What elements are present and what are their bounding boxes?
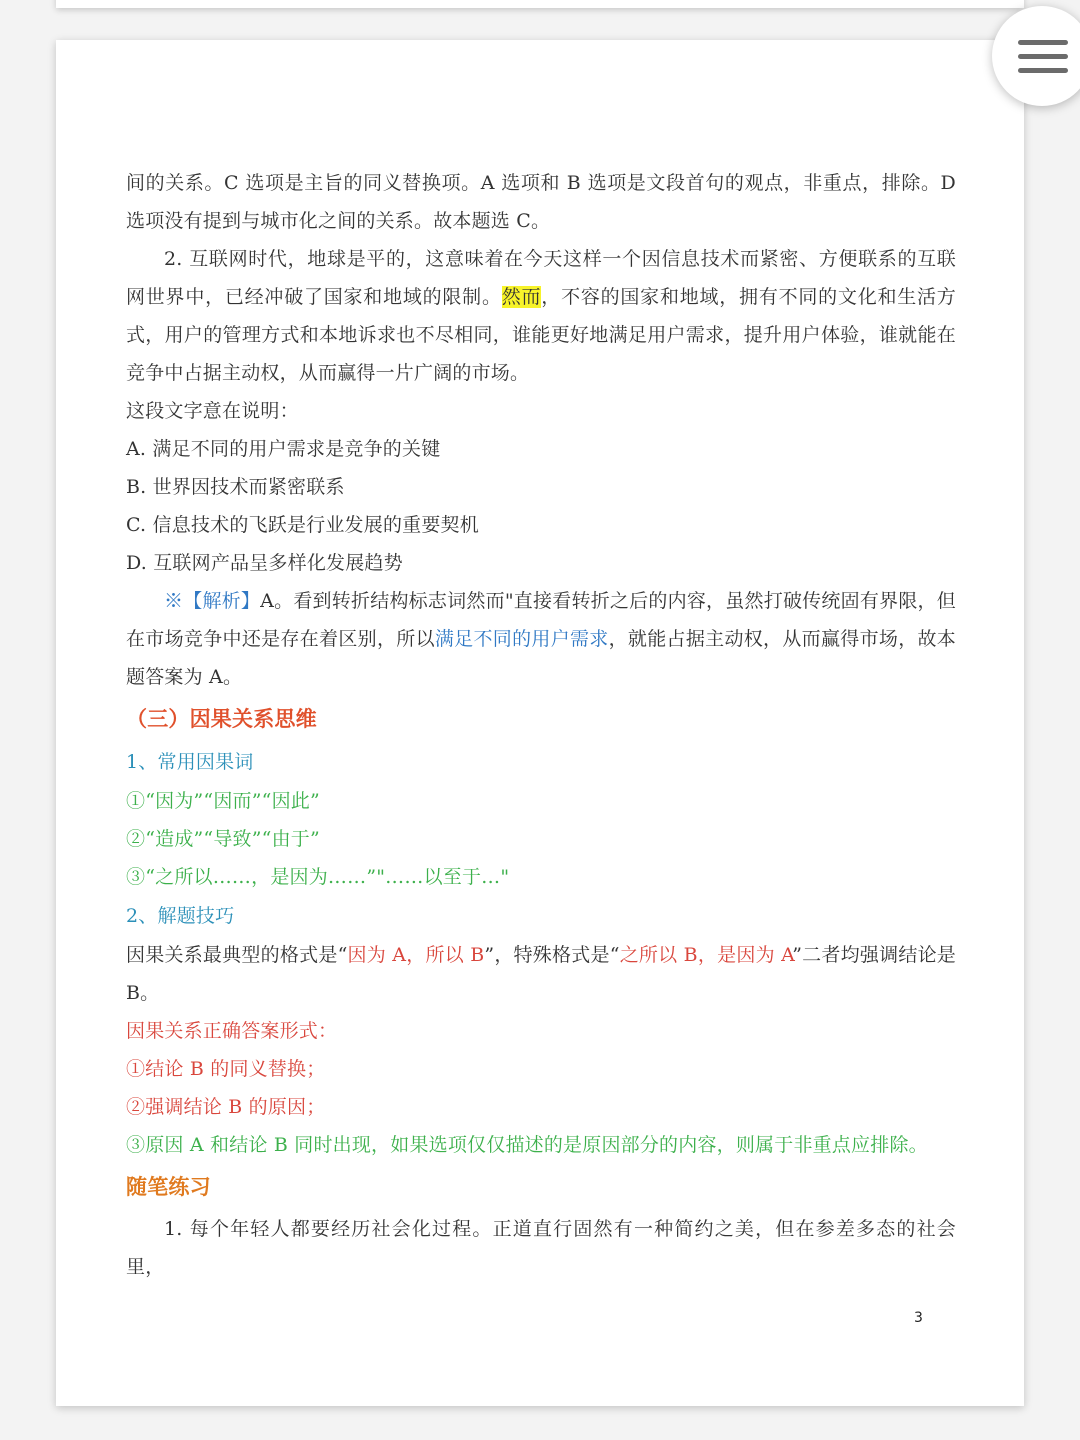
analysis-label: ※【解析】: [164, 590, 261, 612]
analysis-text-b: ，就能占据主动权，从而赢得市场，故本题答案为 A。: [126, 628, 956, 688]
page-number: 3: [914, 1310, 923, 1326]
technique-text-c: ”二者均强调结论是 B。: [126, 944, 957, 1004]
technique-text: [126, 936, 956, 1012]
section-heading: （三）因果关系思维: [126, 707, 317, 731]
technique-text-a: 因果关系最典型的格式是“: [126, 944, 348, 966]
analysis-emphasis: 满足不同的用户需求: [434, 628, 609, 650]
cause-words-3: ③“之所以……，是因为……”"……以至于…": [126, 866, 510, 888]
practice-heading: 随笔练习: [126, 1175, 211, 1199]
cause-words-2: ②“造成”“导致”“由于”: [126, 828, 320, 850]
subheading-common-words: 1、常用因果词: [126, 751, 254, 773]
option-a: A. 满足不同的用户需求是竞争的关键: [126, 438, 441, 460]
analysis-text-a: A。看到转折结构标志词然而"直接看转折之后的内容，虽然打破传统固有界限，但在市场竞争中还是存在着区别，所以: [126, 590, 956, 650]
previous-page-edge: [56, 0, 1024, 8]
document-page: [56, 40, 1024, 1406]
page-content: [126, 164, 956, 1286]
highlighted-word: 然而: [501, 286, 542, 308]
subheading-techniques: 2、解题技巧: [126, 905, 235, 927]
question-2-text-b: ，不容的国家和地域，拥有不同的文化和生活方式，用户的管理方式和本地诉求也不尽相同，谁能更好地满足用户需求，提升用户体验，谁就能在竞争中占据主动权，从而赢得一片广阔的市场。: [126, 286, 956, 384]
option-c: C. 信息技术的飞跃是行业发展的重要契机: [126, 514, 479, 536]
answer-form-1: ①结论 B 的同义替换；: [126, 1058, 326, 1080]
answer-form-2: ②强调结论 B 的原因；: [126, 1096, 326, 1118]
question-prompt: 这段文字意在说明：: [126, 400, 299, 422]
option-b: B. 世界因技术而紧密联系: [126, 476, 345, 498]
option-d: D. 互联网产品呈多样化发展趋势: [126, 552, 403, 574]
paragraph-continuation: 间的关系。C 选项是主旨的同义替换项。A 选项和 B 选项是文段首句的观点，非重点，排除。D 选项没有提到与城市化之间的关系。故本题选 C。: [126, 172, 956, 232]
technique-format-1: 因为 A，所以 B: [347, 944, 485, 966]
question-2-stem: [126, 240, 956, 392]
practice-question-1: 1. 每个年轻人都要经历社会化过程。正道直行固然有一种简约之美，但在参差多态的社会里，: [126, 1218, 956, 1278]
answer-form-3: ③原因 A 和结论 B 同时出现，如果选项仅仅描述的是原因部分的内容，则属于非重点应排除。: [126, 1134, 928, 1156]
cause-words-1: ①“因为”“因而”“因此”: [126, 790, 320, 812]
analysis: [126, 582, 956, 696]
question-2-text-a: 2. 互联网时代，地球是平的，这意味着在今天这样一个因信息技术而紧密、方便联系的互联网世界中，已经冲破了国家和地域的限制。: [126, 248, 956, 308]
technique-text-b: ”，特殊格式是“: [484, 944, 620, 966]
answer-forms-title: 因果关系正确答案形式：: [126, 1020, 338, 1042]
technique-format-2: 之所以 B，是因为 A: [619, 944, 793, 966]
